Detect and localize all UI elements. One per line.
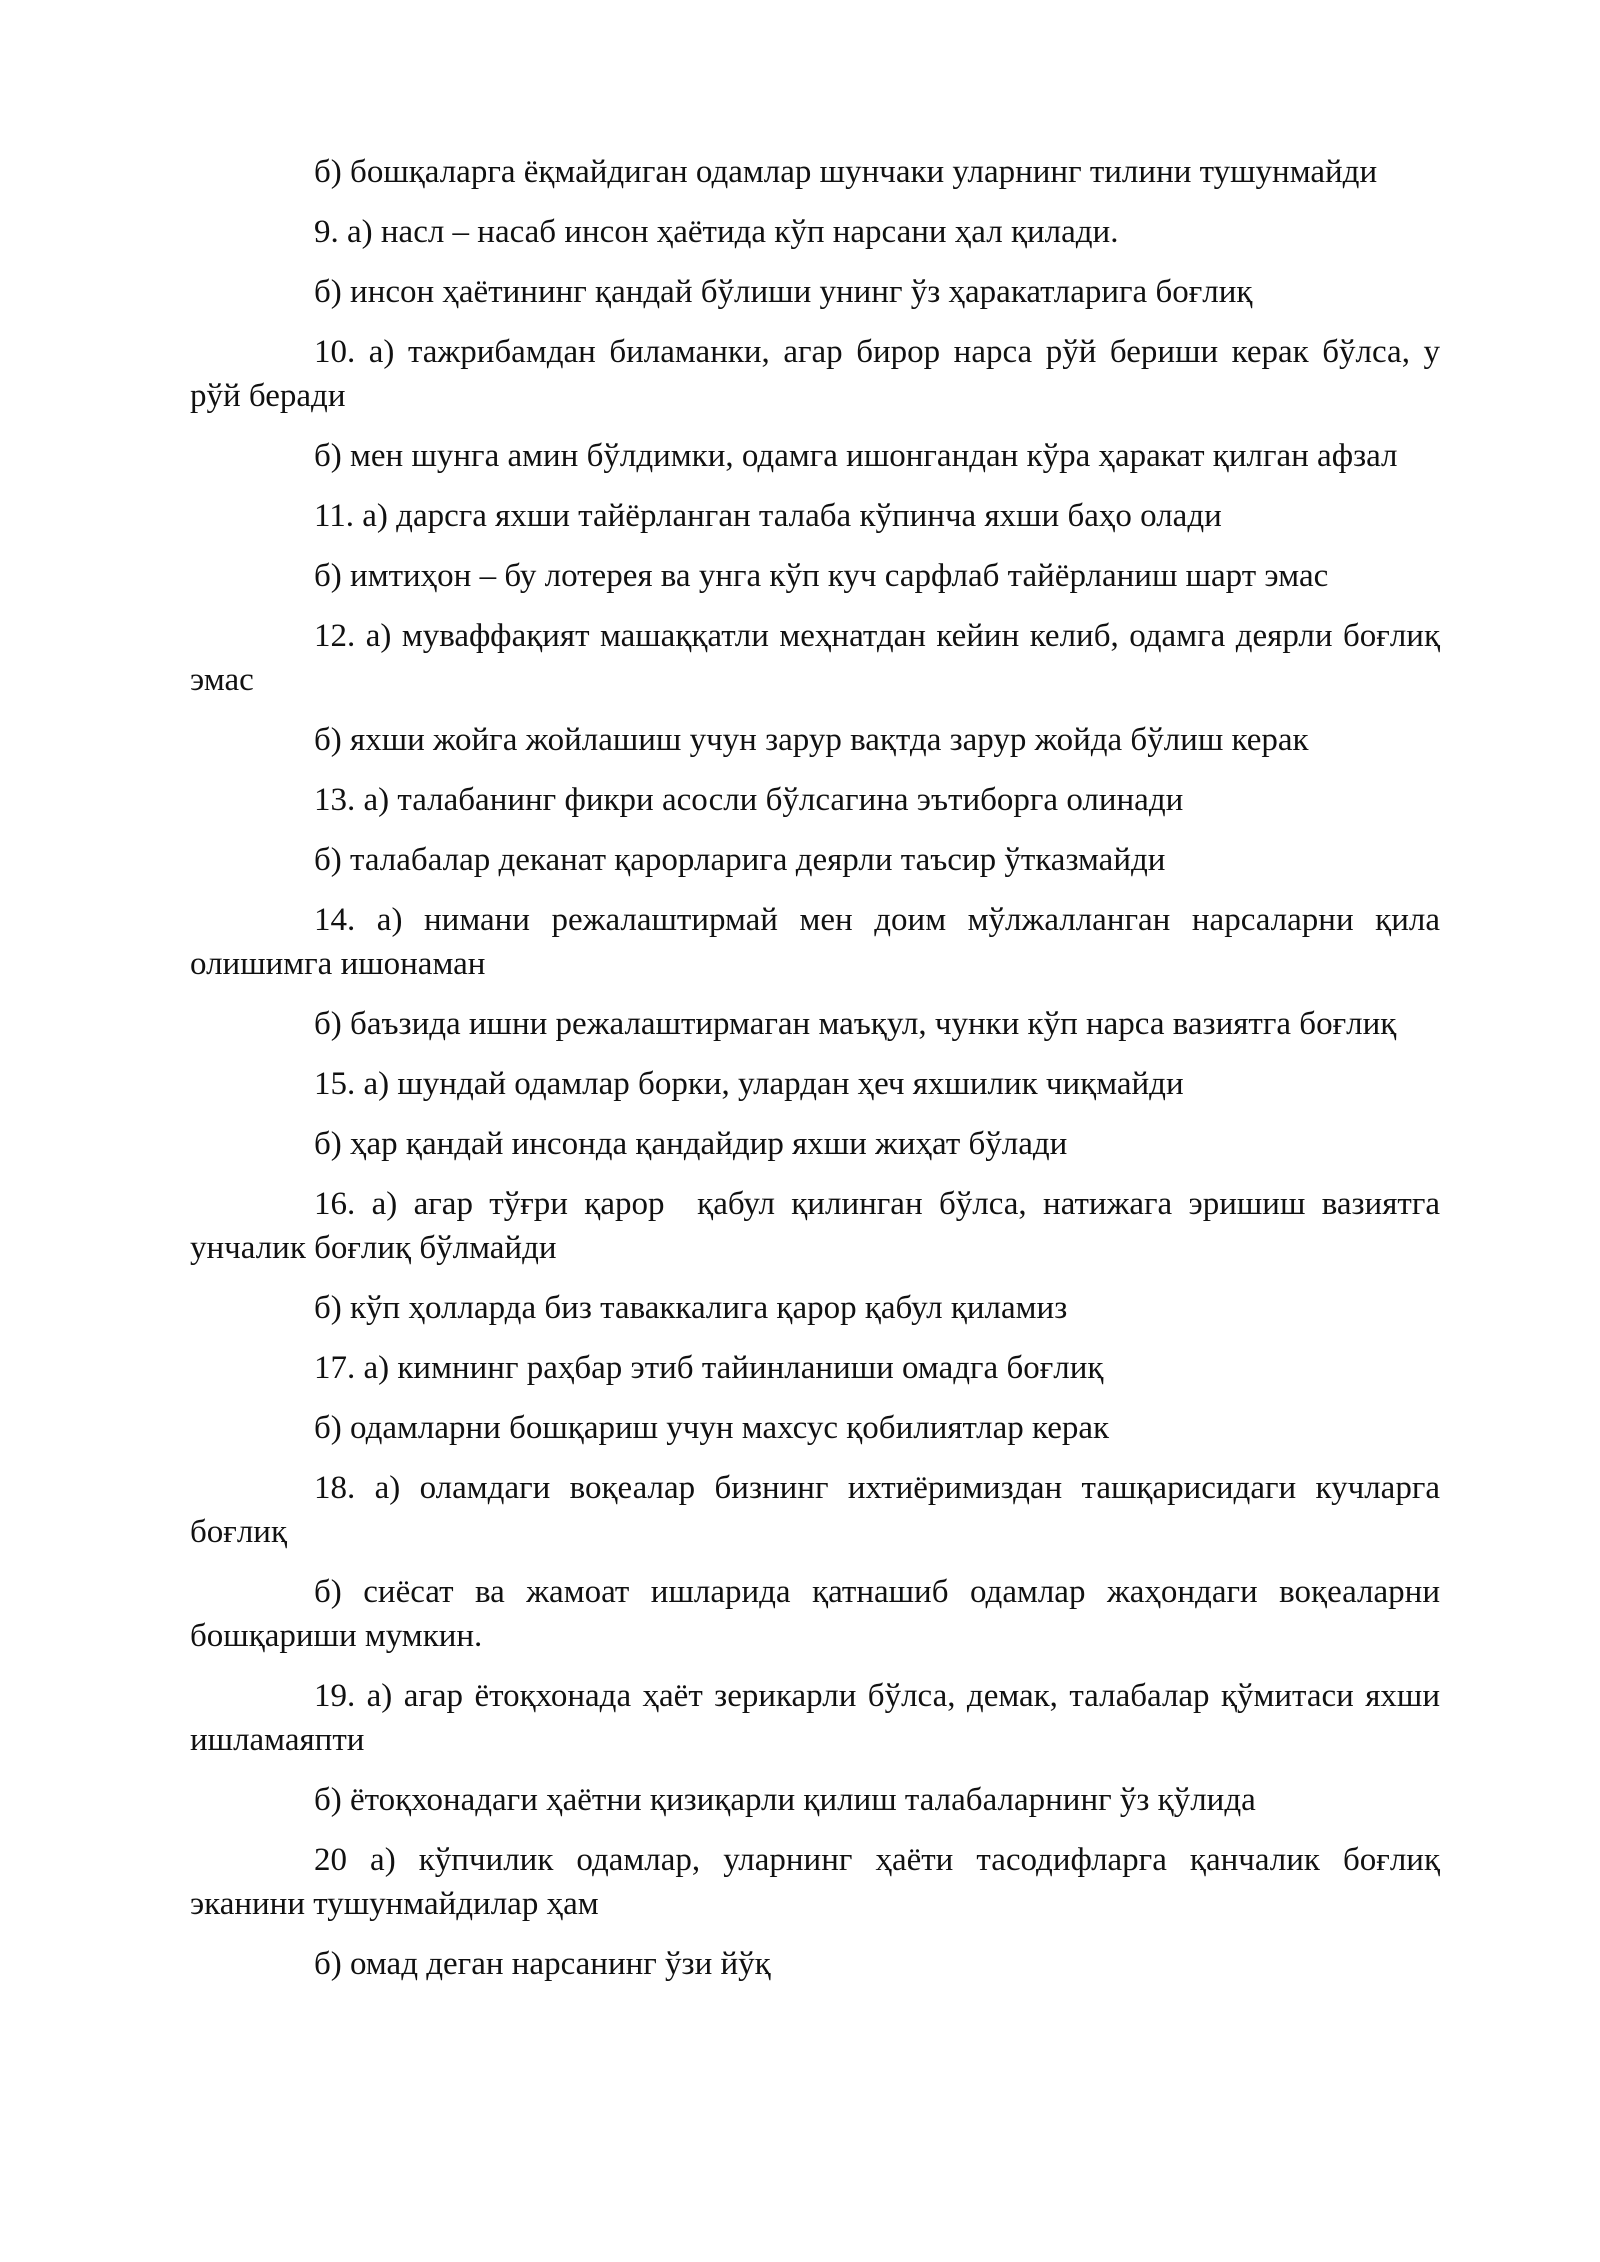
paragraph: 17. а) кимнинг раҳбар этиб тайинланиши омадга боғлиқ xyxy=(314,1350,1104,1386)
paragraph: б) кўп ҳолларда биз таваккалига қарор қабул қиламиз xyxy=(314,1290,1068,1326)
paragraph: б) мен шунга амин бўлдимки, одамга ишонгандан кўра ҳаракат қилган афзал xyxy=(314,438,1398,474)
paragraph: 13. а) талабанинг фикри асосли бўлсагина эътиборга олинади xyxy=(314,782,1184,818)
paragraph: б) яхши жойга жойлашиш учун зарур вақтда зарур жойда бўлиш керак xyxy=(314,722,1309,758)
paragraph: б) ётоқхонадаги ҳаётни қизиқарли қилиш талабаларнинг ўз қўлида xyxy=(314,1782,1256,1818)
paragraph: б) ҳар қандай инсонда қандайдир яхши жиҳат бўлади xyxy=(314,1126,1068,1162)
paragraph: б) баъзида ишни режалаштирмаган маъқул, чунки кўп нарса вазиятга боғлиқ xyxy=(314,1006,1397,1042)
document-body xyxy=(190,150,1449,2002)
paragraph: 19. а) агар ётоқхонада ҳаёт зерикарли бўлса, демак, талабалар қўмитаси яхши ишламаяпти xyxy=(190,1678,1449,1758)
paragraph: 16. а) агар тўғри қарор қабул қилинган бўлса, натижага эришиш вазиятга унчалик боғлиқ бўлмайди xyxy=(190,1186,1449,1266)
paragraph: б) имтиҳон – бу лотерея ва унга кўп куч сарфлаб тайёрланиш шарт эмас xyxy=(314,558,1329,594)
paragraph: б) инсон ҳаётининг қандай бўлиши унинг ўз ҳаракатларига боғлиқ xyxy=(314,274,1253,310)
paragraph: 18. а) оламдаги воқеалар бизнинг ихтиёримиздан ташқарисидаги кучларга боғлиқ xyxy=(190,1470,1449,1550)
paragraph: 20 а) кўпчилик одамлар, уларнинг ҳаёти тасодифларга қанчалик боғлиқ эканини тушунмайдилар ҳам xyxy=(190,1842,1449,1922)
paragraph: б) одамларни бошқариш учун махсус қобилиятлар керак xyxy=(314,1410,1110,1446)
paragraph: 14. а) нимани режалаштирмай мен доим мўлжалланган нарсаларни қила олишимга ишонаман xyxy=(190,902,1449,982)
paragraph: 12. а) муваффақият машаққатли меҳнатдан кейин келиб, одамга деярли боғлиқ эмас xyxy=(190,618,1449,698)
paragraph: 9. а) насл – насаб инсон ҳаётида кўп нарсани ҳал қилади. xyxy=(314,214,1119,250)
paragraph: 10. а) тажрибамдан биламанки, агар бирор нарса рўй бериши керак бўлса, у рўй беради xyxy=(190,334,1449,414)
paragraph: 15. а) шундай одамлар борки, улардан ҳеч яхшилик чиқмайди xyxy=(314,1066,1184,1102)
paragraph: б) омад деган нарсанинг ўзи йўқ xyxy=(314,1946,771,1982)
paragraph: 11. а) дарсга яхши тайёрланган талаба кўпинча яхши баҳо олади xyxy=(314,498,1222,534)
paragraph: б) сиёсат ва жамоат ишларида қатнашиб одамлар жаҳондаги воқеаларни бошқариши мумкин. xyxy=(190,1574,1449,1654)
paragraph: б) талабалар деканат қарорларига деярли таъсир ўтказмайди xyxy=(314,842,1166,878)
paragraph: б) бошқаларга ёқмайдиган одамлар шунчаки уларнинг тилини тушунмайди xyxy=(314,154,1378,190)
